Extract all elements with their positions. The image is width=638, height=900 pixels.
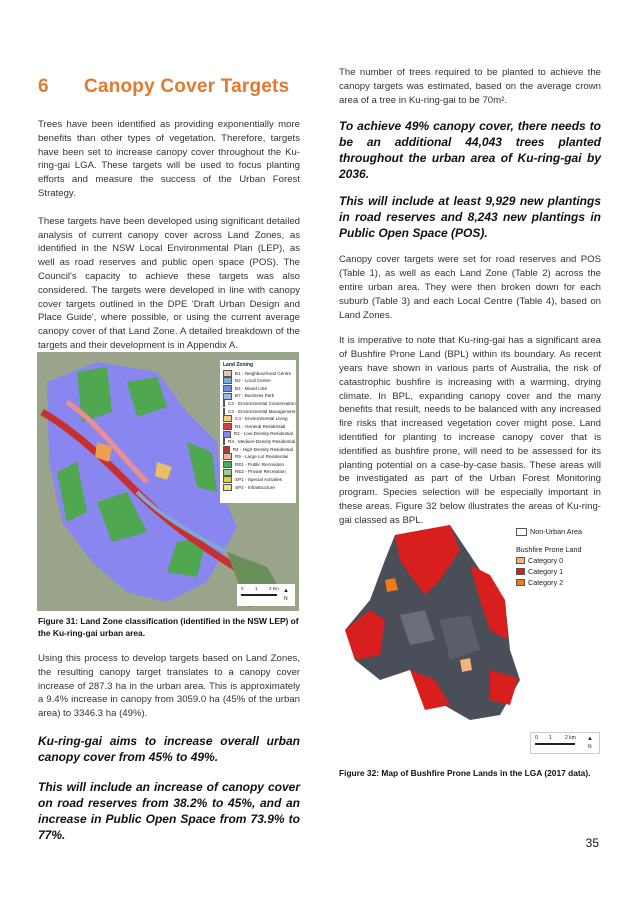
- land-zone-swatch: [223, 438, 225, 445]
- right-paragraph-1: The number of trees required to be planted to achieve the canopy targets was estimated, based on the average crown area of a tree in Ku-ring-gai to be 70m².: [339, 67, 601, 106]
- land-zone-legend-label: B2 - Local Centre: [235, 378, 271, 384]
- non-urban-legend-item: [516, 526, 602, 537]
- figure-32-caption-block: [339, 767, 601, 779]
- scale-0: 0: [241, 586, 244, 591]
- land-zone-legend-label: RE1 - Public Recreation: [235, 461, 285, 467]
- land-zone-legend-label: R4 - High-Density Residential: [232, 446, 293, 452]
- land-zone-swatch: [223, 461, 232, 468]
- land-zone-legend-item: [223, 430, 293, 438]
- bushfire-map: [340, 520, 602, 758]
- land-zone-legend-label: C3 - Environmental Management: [228, 408, 296, 414]
- land-zone-legend-label: C4 - Environmental Living: [235, 416, 288, 422]
- north-arrow-icon: ▲: [283, 588, 289, 594]
- land-zone-legend-item: [223, 370, 293, 378]
- right-upper: [339, 66, 601, 528]
- land-zone-legend-item: [223, 438, 296, 446]
- figure-31-caption: Figure 31: Land Zone classification (identified in the NSW LEP) of the Ku-ring-gai urban area.: [38, 616, 299, 638]
- land-zone-legend-title: Land Zoning: [223, 362, 253, 368]
- land-zone-legend-item: [223, 446, 293, 454]
- north-arrow-icon: ▲: [587, 736, 593, 742]
- scale-0: 0: [535, 735, 538, 741]
- figure-31-caption-block: [38, 615, 300, 639]
- land-zone-legend-label: B7 - Business Park: [235, 393, 275, 399]
- land-zone-legend: [220, 360, 296, 503]
- right-paragraph-2: Canopy cover targets were set for road reserves and POS (Table 1), as well as each Land Zone (Table 2) across the entire urban area. They were then broken down for each suburb (Table 3) and each Local Centre (Table 4), based on Land Zones.: [339, 254, 601, 321]
- section-title: Canopy Cover Targets: [84, 76, 290, 97]
- right-paragraph-3: It is imperative to note that Ku-ring-gai has a significant area of Bushfire Prone Land (BPL) within its boundary. As recent years have shown in various parts of Australia, the risk of catastrophic bushfire is increasing with a warming, drying climate. In BPL, expanding canopy cover and the many benefits that result, needs to be balanced with any increased fire risks that increased vegetation cover might pose. Land identified for planting to increase canopy cover that is identified as bushfire prone, will need to be assessed for its planting potential on a case-by-case basis. These areas will be investigated as part of the Urban Forest Monitoring program. Species selection will be especially important in these areas. Figure 32 below illustrates the areas of Ku-ring-gai classed as BPL.: [339, 335, 601, 526]
- land-zone-legend-item: [223, 377, 293, 385]
- left-highlight-2: This will include an increase of canopy cover on road reserves from 38.2% to 45%, and an increase in Public Open Space from 73.9% to 77%.: [38, 779, 300, 842]
- left-highlight-1: Ku-ring-gai aims to increase overall urban canopy cover from 45% to 49%.: [38, 733, 300, 764]
- bushfire-swatch: [516, 568, 525, 575]
- non-urban-label: Non-Urban Area: [530, 527, 582, 536]
- land-zone-legend-label: R2 - Low-Density Residential: [233, 431, 293, 437]
- left-paragraph-2: These targets have been developed using significant detailed analysis of current canopy cover across Land Zones, as identified in the NSW Local Environmental Plan (LEP), as well as road reserves and public open space (POS). The Council's capacity to achieve these targets was also considered. The targets were developed in line with canopy cover targets outlined in the DPE 'Draft Urban Design and Place Guide', where possible, or using the current average canopy cover of that Land Zone. A detailed breakdown of the targets and their development is in Appendix A.: [38, 215, 300, 351]
- bushfire-scale: [530, 732, 600, 754]
- land-zone-legend-list: [223, 370, 296, 492]
- right-highlight-1: To achieve 49% canopy cover, there needs to be an additional 44,043 trees planted throughout the urban area of Ku-ring-gai by 2036.: [339, 119, 601, 182]
- left-intro: [38, 118, 300, 353]
- land-zone-legend-label: B1 - Neighbourhood Centre: [235, 370, 292, 376]
- land-zone-legend-item: [223, 400, 296, 408]
- land-zone-legend-item: [223, 453, 293, 461]
- bushfire-legend-item: [516, 566, 602, 577]
- land-zone-legend-label: R1 - General Residential: [235, 423, 286, 429]
- land-zone-legend-item: [223, 484, 293, 492]
- land-zone-legend-label: RE2 - Private Recreation: [235, 469, 286, 475]
- land-zone-legend-label: R5 - Large Lot Residential: [235, 454, 289, 460]
- land-zone-swatch: [223, 377, 232, 384]
- section-heading: [38, 76, 289, 98]
- bushfire-swatch: [516, 557, 525, 564]
- land-zone-swatch: [223, 370, 232, 377]
- land-zone-legend-item: [223, 408, 296, 416]
- land-zone-map: [37, 352, 299, 611]
- land-zone-swatch: [223, 469, 232, 476]
- land-zone-swatch: [223, 393, 232, 400]
- bushfire-legend-title: Bushfire Prone Land: [516, 545, 582, 554]
- scale-2: 2 km: [565, 735, 576, 741]
- bushfire-legend-label: Category 0: [528, 556, 564, 565]
- land-zone-swatch: [223, 423, 232, 430]
- land-zone-legend-item: [223, 423, 293, 431]
- left-paragraph-3: Using this process to develop targets based on Land Zones, the resulting canopy target translates to a canopy cover increase of 287.3 ha in the urban area. This is approximately a 9.4% increase in canopy from 3059.0 ha (45% of the urban area) to 3346.3 ha (49%).: [38, 653, 300, 720]
- page-number: 35: [585, 836, 599, 850]
- land-zone-legend-label: B4 - Mixed USe: [235, 385, 268, 391]
- land-zone-swatch: [223, 476, 232, 483]
- land-zone-legend-item: [223, 385, 293, 393]
- land-zone-legend-label: SP2 - Infrastructure: [235, 484, 275, 490]
- land-zone-legend-item: [223, 461, 293, 469]
- figure-32-caption: Figure 32: Map of Bushfire Prone Lands in the LGA (2017 data).: [339, 768, 591, 778]
- land-zone-swatch: [223, 400, 225, 407]
- left-lower: [38, 652, 300, 843]
- section-number: 6: [38, 76, 49, 97]
- scale-bar: [241, 594, 277, 596]
- land-zone-legend-item: [223, 476, 293, 484]
- land-zone-legend-label: R3 - Medium-Density Residential: [228, 438, 296, 444]
- scale-1: 1: [549, 735, 552, 741]
- scale-bar: [535, 743, 575, 745]
- land-zone-legend-item: [223, 468, 293, 476]
- land-zone-swatch: [223, 453, 232, 460]
- bushfire-legend-label: Category 1: [528, 567, 564, 576]
- land-zone-legend-label: C2 - Environmental Conservation: [228, 400, 296, 406]
- bushfire-swatch: [516, 579, 525, 586]
- land-zone-legend-item: [223, 415, 293, 423]
- bushfire-legend-list: [516, 555, 602, 588]
- left-paragraph-1: Trees have been identified as providing exponentially more benefits than other types of vegetation. Therefore, targets have been set to increase canopy cover throughout the Ku-ring-gai LGA. These targets will be used to focus planting efforts and measure the success of the Urban Forest Strategy.: [38, 119, 300, 199]
- bushfire-legend-item: [516, 577, 602, 588]
- bushfire-legend-item: [516, 555, 602, 566]
- scale-2: 2 km: [269, 586, 279, 591]
- land-zone-swatch: [223, 431, 231, 438]
- non-urban-swatch: [516, 528, 527, 536]
- land-zone-swatch: [223, 415, 232, 422]
- land-zone-swatch: [223, 484, 232, 491]
- right-highlight-2: This will include at least 9,929 new plantings in road reserves and 8,243 new plantings in Public Open Space (POS).: [339, 194, 601, 241]
- north-label: N: [284, 596, 288, 602]
- land-zone-legend-item: [223, 392, 293, 400]
- bushfire-legend: [516, 526, 602, 588]
- bushfire-legend-label: Category 2: [528, 578, 564, 587]
- land-zone-swatch: [223, 446, 230, 453]
- land-zone-scale: [237, 584, 295, 606]
- north-label: N: [588, 744, 592, 750]
- scale-1: 1: [255, 586, 258, 591]
- land-zone-legend-label: SP1 - Special Activities: [235, 476, 282, 482]
- land-zone-swatch: [223, 385, 232, 392]
- land-zone-swatch: [223, 408, 225, 415]
